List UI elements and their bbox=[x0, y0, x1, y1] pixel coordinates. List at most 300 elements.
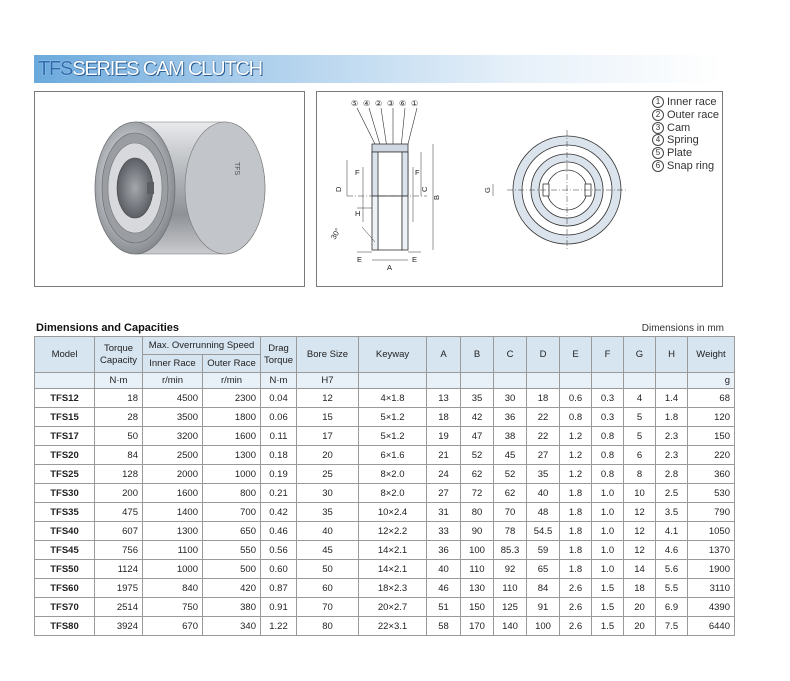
cell-G: 5 bbox=[624, 408, 656, 427]
cell-model: TFS17 bbox=[35, 427, 95, 446]
table-row bbox=[35, 598, 735, 617]
cell-B: 62 bbox=[461, 465, 494, 484]
cell-inner-race: 1600 bbox=[143, 484, 203, 503]
cell-model: TFS50 bbox=[35, 560, 95, 579]
cell-C: 38 bbox=[494, 427, 527, 446]
cell-E: 2.6 bbox=[560, 598, 592, 617]
cell-outer-race: 420 bbox=[203, 579, 261, 598]
cell-B: 110 bbox=[461, 560, 494, 579]
cell-C: 78 bbox=[494, 522, 527, 541]
cell-inner-race: 2000 bbox=[143, 465, 203, 484]
dim-E-left: E bbox=[357, 255, 363, 264]
cell-G: 6 bbox=[624, 446, 656, 465]
cell-E: 1.2 bbox=[560, 427, 592, 446]
cell-B: 80 bbox=[461, 503, 494, 522]
cell-B: 42 bbox=[461, 408, 494, 427]
cell-C: 70 bbox=[494, 503, 527, 522]
cell-A: 46 bbox=[427, 579, 461, 598]
table-row bbox=[35, 484, 735, 503]
cell-weight: 3110 bbox=[688, 579, 735, 598]
cell-keyway: 5×1.2 bbox=[359, 408, 427, 427]
cell-outer-race: 800 bbox=[203, 484, 261, 503]
unit-outer-race: r/min bbox=[203, 373, 261, 389]
cell-G: 12 bbox=[624, 541, 656, 560]
cell-torque: 84 bbox=[95, 446, 143, 465]
cell-inner-race: 4500 bbox=[143, 389, 203, 408]
header-F: F bbox=[592, 337, 624, 373]
cell-weight: 1370 bbox=[688, 541, 735, 560]
cell-D: 22 bbox=[527, 427, 560, 446]
cell-outer-race: 700 bbox=[203, 503, 261, 522]
dim-G: G bbox=[483, 187, 492, 193]
legend-label: Cam bbox=[667, 121, 691, 134]
table-row bbox=[35, 617, 735, 636]
cell-torque: 1124 bbox=[95, 560, 143, 579]
cell-C: 62 bbox=[494, 484, 527, 503]
cell-drag-torque: 0.04 bbox=[261, 389, 297, 408]
legend-label: Spring bbox=[667, 134, 699, 147]
cell-weight: 6440 bbox=[688, 617, 735, 636]
cell-C: 30 bbox=[494, 389, 527, 408]
cell-D: 22 bbox=[527, 408, 560, 427]
cell-bore-size: 50 bbox=[297, 560, 359, 579]
cell-outer-race: 1300 bbox=[203, 446, 261, 465]
header-keyway: Keyway bbox=[359, 337, 427, 373]
cell-outer-race: 340 bbox=[203, 617, 261, 636]
cell-H: 1.8 bbox=[656, 408, 688, 427]
legend-item bbox=[652, 122, 719, 135]
cell-outer-race: 380 bbox=[203, 598, 261, 617]
cell-weight: 360 bbox=[688, 465, 735, 484]
cell-outer-race: 2300 bbox=[203, 389, 261, 408]
unit-weight: g bbox=[688, 373, 735, 389]
header-max-speed: Max. Overrunning Speed bbox=[143, 337, 261, 355]
cell-outer-race: 550 bbox=[203, 541, 261, 560]
table-row bbox=[35, 560, 735, 579]
header-A: A bbox=[427, 337, 461, 373]
cell-E: 0.8 bbox=[560, 408, 592, 427]
cell-B: 90 bbox=[461, 522, 494, 541]
cell-bore-size: 60 bbox=[297, 579, 359, 598]
cell-outer-race: 500 bbox=[203, 560, 261, 579]
cell-drag-torque: 0.91 bbox=[261, 598, 297, 617]
cell-H: 5.6 bbox=[656, 560, 688, 579]
cell-G: 12 bbox=[624, 503, 656, 522]
legend-num: 1 bbox=[652, 96, 664, 108]
cell-inner-race: 1400 bbox=[143, 503, 203, 522]
header-C: C bbox=[494, 337, 527, 373]
header-weight: Weight bbox=[688, 337, 735, 373]
unit-torque: N·m bbox=[95, 373, 143, 389]
cell-model: TFS40 bbox=[35, 522, 95, 541]
cell-torque: 475 bbox=[95, 503, 143, 522]
cell-C: 140 bbox=[494, 617, 527, 636]
cell-C: 110 bbox=[494, 579, 527, 598]
cell-weight: 530 bbox=[688, 484, 735, 503]
series-code: TFS bbox=[38, 58, 73, 80]
cell-H: 4.6 bbox=[656, 541, 688, 560]
cell-F: 0.8 bbox=[592, 465, 624, 484]
cell-torque: 28 bbox=[95, 408, 143, 427]
cell-bore-size: 70 bbox=[297, 598, 359, 617]
cell-inner-race: 1000 bbox=[143, 560, 203, 579]
cell-weight: 68 bbox=[688, 389, 735, 408]
cell-bore-size: 30 bbox=[297, 484, 359, 503]
cell-torque: 756 bbox=[95, 541, 143, 560]
cell-keyway: 10×2.4 bbox=[359, 503, 427, 522]
cell-C: 85.3 bbox=[494, 541, 527, 560]
cell-E: 1.2 bbox=[560, 446, 592, 465]
callout-1: ① bbox=[411, 99, 419, 108]
cell-E: 1.8 bbox=[560, 541, 592, 560]
cell-G: 20 bbox=[624, 617, 656, 636]
dim-F-left: F bbox=[355, 168, 360, 177]
legend-item bbox=[652, 160, 719, 173]
header-drag-torque: Drag Torque bbox=[261, 337, 297, 373]
cell-keyway: 22×3.1 bbox=[359, 617, 427, 636]
cell-C: 52 bbox=[494, 465, 527, 484]
legend-label: Inner race bbox=[667, 96, 717, 108]
unit-D bbox=[527, 373, 560, 389]
cell-torque: 50 bbox=[95, 427, 143, 446]
cell-F: 1.5 bbox=[592, 598, 624, 617]
dim-F-right: F bbox=[415, 168, 420, 177]
cell-torque: 3924 bbox=[95, 617, 143, 636]
cell-F: 1.0 bbox=[592, 560, 624, 579]
cell-G: 20 bbox=[624, 598, 656, 617]
cell-A: 19 bbox=[427, 427, 461, 446]
dim-angle: 30° bbox=[328, 226, 343, 241]
legend-num: 4 bbox=[652, 134, 664, 146]
cell-drag-torque: 1.22 bbox=[261, 617, 297, 636]
legend-item bbox=[652, 109, 719, 122]
cell-D: 54.5 bbox=[527, 522, 560, 541]
cell-torque: 128 bbox=[95, 465, 143, 484]
cell-E: 2.6 bbox=[560, 579, 592, 598]
cell-F: 1.0 bbox=[592, 541, 624, 560]
cell-drag-torque: 0.18 bbox=[261, 446, 297, 465]
cell-keyway: 8×2.0 bbox=[359, 484, 427, 503]
header-bore-size: Bore Size bbox=[297, 337, 359, 373]
unit-H bbox=[656, 373, 688, 389]
cell-B: 47 bbox=[461, 427, 494, 446]
cell-G: 4 bbox=[624, 389, 656, 408]
cell-outer-race: 1600 bbox=[203, 427, 261, 446]
legend-num: 2 bbox=[652, 109, 664, 121]
cell-H: 7.5 bbox=[656, 617, 688, 636]
cell-B: 52 bbox=[461, 446, 494, 465]
cell-inner-race: 1100 bbox=[143, 541, 203, 560]
header-G: G bbox=[624, 337, 656, 373]
cell-C: 36 bbox=[494, 408, 527, 427]
header-outer-race: Outer Race bbox=[203, 355, 261, 373]
cell-D: 59 bbox=[527, 541, 560, 560]
cell-H: 2.3 bbox=[656, 427, 688, 446]
cell-keyway: 14×2.1 bbox=[359, 560, 427, 579]
cell-model: TFS70 bbox=[35, 598, 95, 617]
cell-A: 40 bbox=[427, 560, 461, 579]
table-row bbox=[35, 427, 735, 446]
cell-B: 130 bbox=[461, 579, 494, 598]
cell-weight: 4390 bbox=[688, 598, 735, 617]
dim-H: H bbox=[355, 209, 361, 218]
cell-G: 14 bbox=[624, 560, 656, 579]
cell-drag-torque: 0.42 bbox=[261, 503, 297, 522]
cell-D: 18 bbox=[527, 389, 560, 408]
cell-inner-race: 840 bbox=[143, 579, 203, 598]
cell-keyway: 5×1.2 bbox=[359, 427, 427, 446]
cam-clutch-photo bbox=[35, 92, 304, 286]
cell-inner-race: 670 bbox=[143, 617, 203, 636]
callout-4: ④ bbox=[363, 99, 371, 108]
cell-D: 84 bbox=[527, 579, 560, 598]
cell-D: 27 bbox=[527, 446, 560, 465]
unit-keyway bbox=[359, 373, 427, 389]
cell-B: 35 bbox=[461, 389, 494, 408]
cell-drag-torque: 0.56 bbox=[261, 541, 297, 560]
cell-keyway: 6×1.6 bbox=[359, 446, 427, 465]
cell-A: 13 bbox=[427, 389, 461, 408]
cell-B: 150 bbox=[461, 598, 494, 617]
cell-E: 0.6 bbox=[560, 389, 592, 408]
legend-num: 6 bbox=[652, 160, 664, 172]
cell-weight: 1050 bbox=[688, 522, 735, 541]
cell-E: 1.8 bbox=[560, 503, 592, 522]
header-inner-race: Inner Race bbox=[143, 355, 203, 373]
cell-weight: 150 bbox=[688, 427, 735, 446]
table-row bbox=[35, 579, 735, 598]
table-row bbox=[35, 522, 735, 541]
cell-drag-torque: 0.21 bbox=[261, 484, 297, 503]
cell-weight: 120 bbox=[688, 408, 735, 427]
cell-H: 1.4 bbox=[656, 389, 688, 408]
cell-bore-size: 12 bbox=[297, 389, 359, 408]
cell-torque: 2514 bbox=[95, 598, 143, 617]
cell-G: 10 bbox=[624, 484, 656, 503]
dim-E-right: E bbox=[412, 255, 418, 264]
cell-drag-torque: 0.87 bbox=[261, 579, 297, 598]
cell-torque: 607 bbox=[95, 522, 143, 541]
cell-drag-torque: 0.60 bbox=[261, 560, 297, 579]
cell-F: 0.3 bbox=[592, 408, 624, 427]
cell-drag-torque: 0.11 bbox=[261, 427, 297, 446]
legend-num: 5 bbox=[652, 147, 664, 159]
cell-weight: 1900 bbox=[688, 560, 735, 579]
cell-model: TFS35 bbox=[35, 503, 95, 522]
cell-G: 18 bbox=[624, 579, 656, 598]
legend-num: 3 bbox=[652, 122, 664, 134]
cell-outer-race: 650 bbox=[203, 522, 261, 541]
cell-F: 0.8 bbox=[592, 427, 624, 446]
cell-H: 5.5 bbox=[656, 579, 688, 598]
cell-weight: 790 bbox=[688, 503, 735, 522]
cell-D: 100 bbox=[527, 617, 560, 636]
unit-drag: N·m bbox=[261, 373, 297, 389]
table-unit-note: Dimensions in mm bbox=[641, 323, 724, 334]
cell-F: 0.8 bbox=[592, 446, 624, 465]
cell-D: 91 bbox=[527, 598, 560, 617]
cell-E: 1.8 bbox=[560, 522, 592, 541]
cell-B: 170 bbox=[461, 617, 494, 636]
cell-keyway: 4×1.8 bbox=[359, 389, 427, 408]
cell-model: TFS45 bbox=[35, 541, 95, 560]
cell-bore-size: 35 bbox=[297, 503, 359, 522]
table-row bbox=[35, 389, 735, 408]
dimensions-table bbox=[34, 336, 735, 636]
header-B: B bbox=[461, 337, 494, 373]
cell-inner-race: 1300 bbox=[143, 522, 203, 541]
cell-model: TFS60 bbox=[35, 579, 95, 598]
cell-E: 1.8 bbox=[560, 560, 592, 579]
cell-F: 1.0 bbox=[592, 503, 624, 522]
header-torque: Torque Capacity bbox=[95, 337, 143, 373]
cell-B: 72 bbox=[461, 484, 494, 503]
series-title: SERIES CAM CLUTCH bbox=[72, 58, 262, 80]
cell-D: 65 bbox=[527, 560, 560, 579]
cell-inner-race: 3500 bbox=[143, 408, 203, 427]
table-row bbox=[35, 446, 735, 465]
product-photo-panel bbox=[34, 91, 305, 287]
cell-drag-torque: 0.46 bbox=[261, 522, 297, 541]
cell-E: 1.2 bbox=[560, 465, 592, 484]
cell-torque: 18 bbox=[95, 389, 143, 408]
unit-G bbox=[624, 373, 656, 389]
callout-2: ② bbox=[375, 99, 383, 108]
cell-F: 1.0 bbox=[592, 484, 624, 503]
header-D: D bbox=[527, 337, 560, 373]
legend-label: Outer race bbox=[667, 108, 719, 121]
cell-A: 21 bbox=[427, 446, 461, 465]
cell-bore-size: 40 bbox=[297, 522, 359, 541]
legend-label: Plate bbox=[667, 147, 693, 160]
cell-H: 2.8 bbox=[656, 465, 688, 484]
cell-F: 1.5 bbox=[592, 617, 624, 636]
cell-keyway: 20×2.7 bbox=[359, 598, 427, 617]
cell-model: TFS30 bbox=[35, 484, 95, 503]
cell-model: TFS12 bbox=[35, 389, 95, 408]
cell-G: 12 bbox=[624, 522, 656, 541]
table-row bbox=[35, 465, 735, 484]
cell-A: 18 bbox=[427, 408, 461, 427]
callout-5: ⑤ bbox=[351, 99, 359, 108]
cell-A: 58 bbox=[427, 617, 461, 636]
cell-model: TFS25 bbox=[35, 465, 95, 484]
header-H: H bbox=[656, 337, 688, 373]
cell-F: 1.0 bbox=[592, 522, 624, 541]
cell-D: 35 bbox=[527, 465, 560, 484]
unit-E bbox=[560, 373, 592, 389]
cell-D: 40 bbox=[527, 484, 560, 503]
unit-inner-race: r/min bbox=[143, 373, 203, 389]
dim-D: D bbox=[334, 186, 343, 192]
cell-H: 2.3 bbox=[656, 446, 688, 465]
callout-6: ⑥ bbox=[399, 99, 407, 108]
cell-bore-size: 17 bbox=[297, 427, 359, 446]
cell-A: 27 bbox=[427, 484, 461, 503]
cell-A: 51 bbox=[427, 598, 461, 617]
cell-A: 33 bbox=[427, 522, 461, 541]
legend-item bbox=[652, 147, 719, 160]
cell-inner-race: 3200 bbox=[143, 427, 203, 446]
legend-item bbox=[652, 134, 719, 147]
cell-C: 45 bbox=[494, 446, 527, 465]
cell-F: 0.3 bbox=[592, 389, 624, 408]
header-model: Model bbox=[35, 337, 95, 373]
cell-weight: 220 bbox=[688, 446, 735, 465]
cell-model: TFS80 bbox=[35, 617, 95, 636]
parts-legend bbox=[652, 96, 719, 173]
cell-bore-size: 45 bbox=[297, 541, 359, 560]
cell-torque: 200 bbox=[95, 484, 143, 503]
cell-B: 100 bbox=[461, 541, 494, 560]
callout-3: ③ bbox=[387, 99, 395, 108]
cell-G: 8 bbox=[624, 465, 656, 484]
engraving-text: TFS bbox=[233, 162, 240, 176]
cell-bore-size: 80 bbox=[297, 617, 359, 636]
cell-A: 24 bbox=[427, 465, 461, 484]
cell-H: 3.5 bbox=[656, 503, 688, 522]
cell-H: 2.5 bbox=[656, 484, 688, 503]
dim-B: B bbox=[432, 194, 441, 200]
unit-A bbox=[427, 373, 461, 389]
table-heading: Dimensions and Capacities bbox=[36, 322, 180, 334]
table-row bbox=[35, 408, 735, 427]
unit-B bbox=[461, 373, 494, 389]
cell-model: TFS20 bbox=[35, 446, 95, 465]
cell-keyway: 8×2.0 bbox=[359, 465, 427, 484]
legend-item bbox=[652, 96, 719, 109]
cell-drag-torque: 0.19 bbox=[261, 465, 297, 484]
cell-E: 1.8 bbox=[560, 484, 592, 503]
cell-H: 6.9 bbox=[656, 598, 688, 617]
unit-C bbox=[494, 373, 527, 389]
cell-bore-size: 25 bbox=[297, 465, 359, 484]
table-row bbox=[35, 503, 735, 522]
cell-F: 1.5 bbox=[592, 579, 624, 598]
dim-A: A bbox=[387, 263, 393, 272]
cell-model: TFS15 bbox=[35, 408, 95, 427]
table-row bbox=[35, 541, 735, 560]
cell-outer-race: 1800 bbox=[203, 408, 261, 427]
cell-H: 4.1 bbox=[656, 522, 688, 541]
cell-C: 92 bbox=[494, 560, 527, 579]
legend-label: Snap ring bbox=[667, 159, 715, 172]
cell-keyway: 18×2.3 bbox=[359, 579, 427, 598]
unit-bore: H7 bbox=[297, 373, 359, 389]
cell-A: 31 bbox=[427, 503, 461, 522]
dim-C: C bbox=[420, 186, 429, 192]
cell-A: 36 bbox=[427, 541, 461, 560]
cell-torque: 1975 bbox=[95, 579, 143, 598]
unit-F bbox=[592, 373, 624, 389]
cell-outer-race: 1000 bbox=[203, 465, 261, 484]
header-E: E bbox=[560, 337, 592, 373]
page-title bbox=[38, 56, 262, 82]
cell-G: 5 bbox=[624, 427, 656, 446]
cell-inner-race: 750 bbox=[143, 598, 203, 617]
cell-E: 2.6 bbox=[560, 617, 592, 636]
table-body bbox=[35, 389, 735, 636]
cell-keyway: 14×2.1 bbox=[359, 541, 427, 560]
cell-C: 125 bbox=[494, 598, 527, 617]
cell-inner-race: 2500 bbox=[143, 446, 203, 465]
unit-model bbox=[35, 373, 95, 389]
cell-keyway: 12×2.2 bbox=[359, 522, 427, 541]
cell-D: 48 bbox=[527, 503, 560, 522]
cell-drag-torque: 0.06 bbox=[261, 408, 297, 427]
cell-bore-size: 20 bbox=[297, 446, 359, 465]
cell-bore-size: 15 bbox=[297, 408, 359, 427]
